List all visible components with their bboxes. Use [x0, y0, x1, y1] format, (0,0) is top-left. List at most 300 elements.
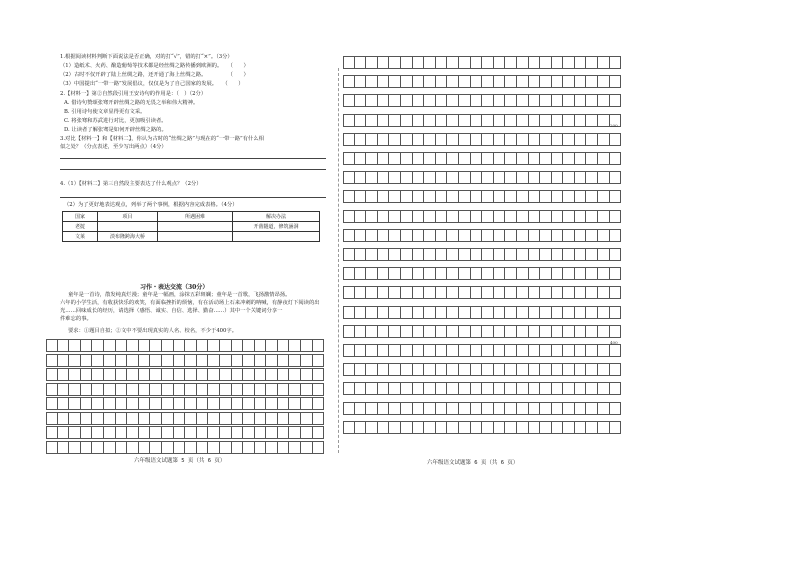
grid-cell[interactable]	[540, 249, 552, 260]
grid-cell[interactable]	[185, 384, 197, 395]
grid-cell[interactable]	[413, 115, 425, 126]
grid-cell[interactable]	[505, 134, 517, 145]
grid-cell[interactable]	[355, 403, 367, 414]
grid-cell[interactable]	[255, 369, 267, 380]
grid-cell[interactable]	[46, 398, 58, 409]
grid-cell[interactable]	[529, 364, 541, 375]
grid-cell[interactable]	[586, 268, 598, 279]
grid-cell[interactable]	[598, 403, 610, 414]
grid-cell[interactable]	[127, 355, 139, 366]
grid-cell[interactable]	[81, 398, 93, 409]
grid-cell[interactable]	[598, 153, 610, 164]
grid-cell[interactable]	[505, 211, 517, 222]
grid-cell[interactable]	[220, 442, 232, 453]
grid-cell[interactable]	[278, 355, 290, 366]
grid-cell[interactable]	[552, 287, 564, 298]
grid-cell[interactable]	[471, 211, 483, 222]
grid-cell[interactable]	[610, 383, 622, 394]
grid-cell[interactable]	[436, 345, 448, 356]
grid-row[interactable]	[46, 383, 324, 396]
grid-cell[interactable]	[471, 268, 483, 279]
grid-cell[interactable]	[575, 403, 587, 414]
grid-cell[interactable]	[575, 287, 587, 298]
grid-cell[interactable]	[313, 340, 325, 351]
grid-cell[interactable]	[598, 249, 610, 260]
grid-cell[interactable]	[540, 134, 552, 145]
grid-cell[interactable]	[301, 427, 313, 438]
grid-cell[interactable]	[471, 191, 483, 202]
grid-cell[interactable]	[586, 153, 598, 164]
grid-cell[interactable]	[586, 422, 598, 433]
grid-cell[interactable]	[447, 76, 459, 87]
grid-cell[interactable]	[517, 287, 529, 298]
grid-cell[interactable]	[413, 326, 425, 337]
grid-cell[interactable]	[529, 172, 541, 183]
grid-cell[interactable]	[162, 369, 174, 380]
grid-cell[interactable]	[174, 369, 186, 380]
grid-cell[interactable]	[598, 191, 610, 202]
grid-cell[interactable]	[586, 76, 598, 87]
grid-cell[interactable]	[278, 427, 290, 438]
grid-cell[interactable]	[436, 211, 448, 222]
grid-cell[interactable]	[413, 383, 425, 394]
grid-cell[interactable]	[139, 355, 151, 366]
grid-cell[interactable]	[436, 57, 448, 68]
grid-cell[interactable]	[436, 403, 448, 414]
grid-row[interactable]	[343, 382, 621, 395]
grid-cell[interactable]	[355, 422, 367, 433]
grid-row[interactable]	[343, 152, 621, 165]
grid-cell[interactable]	[46, 413, 58, 424]
table-cell[interactable]	[233, 232, 320, 242]
grid-row[interactable]	[46, 426, 324, 439]
grid-cell[interactable]	[92, 384, 104, 395]
grid-cell[interactable]	[343, 326, 355, 337]
grid-cell[interactable]	[366, 191, 378, 202]
grid-cell[interactable]	[58, 355, 70, 366]
grid-cell[interactable]	[552, 76, 564, 87]
grid-cell[interactable]	[436, 230, 448, 241]
grid-cell[interactable]	[185, 427, 197, 438]
grid-cell[interactable]	[58, 369, 70, 380]
grid-cell[interactable]	[447, 134, 459, 145]
grid-cell[interactable]	[355, 287, 367, 298]
grid-cell[interactable]	[92, 442, 104, 453]
grid-cell[interactable]	[598, 345, 610, 356]
grid-cell[interactable]	[378, 153, 390, 164]
grid-cell[interactable]	[424, 268, 436, 279]
grid-cell[interactable]	[505, 345, 517, 356]
grid-cell[interactable]	[389, 76, 401, 87]
grid-cell[interactable]	[424, 230, 436, 241]
grid-cell[interactable]	[366, 268, 378, 279]
grid-cell[interactable]	[586, 230, 598, 241]
grid-cell[interactable]	[208, 340, 220, 351]
grid-cell[interactable]	[610, 249, 622, 260]
grid-cell[interactable]	[313, 398, 325, 409]
grid-cell[interactable]	[610, 364, 622, 375]
grid-cell[interactable]	[482, 57, 494, 68]
grid-cell[interactable]	[104, 384, 116, 395]
grid-cell[interactable]	[482, 95, 494, 106]
grid-cell[interactable]	[232, 340, 244, 351]
grid-cell[interactable]	[197, 398, 209, 409]
grid-cell[interactable]	[266, 384, 278, 395]
grid-cell[interactable]	[366, 326, 378, 337]
grid-cell[interactable]	[436, 153, 448, 164]
grid-cell[interactable]	[58, 442, 70, 453]
grid-cell[interactable]	[378, 211, 390, 222]
grid-cell[interactable]	[378, 115, 390, 126]
grid-cell[interactable]	[104, 398, 116, 409]
grid-cell[interactable]	[529, 153, 541, 164]
grid-cell[interactable]	[127, 384, 139, 395]
grid-cell[interactable]	[289, 340, 301, 351]
grid-cell[interactable]	[104, 340, 116, 351]
grid-cell[interactable]	[266, 427, 278, 438]
grid-cell[interactable]	[116, 398, 128, 409]
grid-row[interactable]	[343, 363, 621, 376]
grid-cell[interactable]	[494, 422, 506, 433]
grid-cell[interactable]	[598, 422, 610, 433]
grid-cell[interactable]	[424, 115, 436, 126]
grid-cell[interactable]	[208, 369, 220, 380]
grid-cell[interactable]	[366, 345, 378, 356]
grid-cell[interactable]	[552, 115, 564, 126]
grid-cell[interactable]	[197, 340, 209, 351]
grid-cell[interactable]	[197, 413, 209, 424]
grid-cell[interactable]	[586, 211, 598, 222]
grid-cell[interactable]	[58, 384, 70, 395]
grid-row[interactable]	[46, 397, 324, 410]
grid-cell[interactable]	[424, 326, 436, 337]
grid-cell[interactable]	[46, 442, 58, 453]
grid-cell[interactable]	[378, 76, 390, 87]
grid-cell[interactable]	[575, 115, 587, 126]
grid-cell[interactable]	[389, 249, 401, 260]
grid-cell[interactable]	[366, 364, 378, 375]
grid-cell[interactable]	[540, 153, 552, 164]
grid-cell[interactable]	[529, 57, 541, 68]
grid-cell[interactable]	[459, 153, 471, 164]
grid-cell[interactable]	[482, 76, 494, 87]
grid-cell[interactable]	[266, 413, 278, 424]
grid-cell[interactable]	[378, 326, 390, 337]
grid-cell[interactable]	[598, 95, 610, 106]
grid-cell[interactable]	[150, 427, 162, 438]
grid-row[interactable]	[46, 368, 324, 381]
grid-cell[interactable]	[301, 442, 313, 453]
grid-cell[interactable]	[552, 211, 564, 222]
grid-cell[interactable]	[494, 383, 506, 394]
grid-cell[interactable]	[278, 413, 290, 424]
grid-cell[interactable]	[366, 307, 378, 318]
grid-cell[interactable]	[563, 326, 575, 337]
grid-cell[interactable]	[471, 57, 483, 68]
grid-cell[interactable]	[447, 115, 459, 126]
grid-cell[interactable]	[563, 172, 575, 183]
grid-row[interactable]	[46, 339, 324, 352]
grid-cell[interactable]	[401, 287, 413, 298]
grid-cell[interactable]	[174, 384, 186, 395]
grid-cell[interactable]	[505, 307, 517, 318]
grid-cell[interactable]	[150, 398, 162, 409]
grid-cell[interactable]	[505, 115, 517, 126]
grid-cell[interactable]	[46, 384, 58, 395]
grid-cell[interactable]	[494, 134, 506, 145]
grid-cell[interactable]	[586, 345, 598, 356]
grid-cell[interactable]	[610, 403, 622, 414]
grid-cell[interactable]	[185, 442, 197, 453]
grid-cell[interactable]	[243, 413, 255, 424]
grid-cell[interactable]	[505, 172, 517, 183]
grid-cell[interactable]	[610, 268, 622, 279]
grid-cell[interactable]	[243, 369, 255, 380]
grid-cell[interactable]	[389, 211, 401, 222]
grid-cell[interactable]	[517, 57, 529, 68]
grid-cell[interactable]	[563, 134, 575, 145]
grid-cell[interactable]	[586, 249, 598, 260]
grid-cell[interactable]	[46, 369, 58, 380]
grid-cell[interactable]	[529, 383, 541, 394]
grid-cell[interactable]	[197, 355, 209, 366]
grid-cell[interactable]	[69, 340, 81, 351]
grid-cell[interactable]	[313, 369, 325, 380]
grid-cell[interactable]	[552, 403, 564, 414]
grid-cell[interactable]	[610, 76, 622, 87]
grid-cell[interactable]	[471, 230, 483, 241]
grid-cell[interactable]	[389, 153, 401, 164]
grid-cell[interactable]	[552, 307, 564, 318]
grid-cell[interactable]	[494, 57, 506, 68]
grid-cell[interactable]	[313, 413, 325, 424]
grid-cell[interactable]	[424, 191, 436, 202]
grid-cell[interactable]	[104, 369, 116, 380]
grid-cell[interactable]	[401, 422, 413, 433]
grid-cell[interactable]	[378, 422, 390, 433]
grid-cell[interactable]	[459, 115, 471, 126]
grid-cell[interactable]	[575, 326, 587, 337]
grid-cell[interactable]	[220, 427, 232, 438]
grid-cell[interactable]	[459, 172, 471, 183]
grid-cell[interactable]	[355, 172, 367, 183]
grid-cell[interactable]	[517, 134, 529, 145]
grid-cell[interactable]	[540, 95, 552, 106]
grid-cell[interactable]	[552, 364, 564, 375]
grid-cell[interactable]	[355, 57, 367, 68]
grid-cell[interactable]	[540, 345, 552, 356]
grid-cell[interactable]	[278, 442, 290, 453]
grid-cell[interactable]	[58, 413, 70, 424]
grid-cell[interactable]	[459, 364, 471, 375]
grid-cell[interactable]	[482, 115, 494, 126]
grid-cell[interactable]	[366, 76, 378, 87]
grid-cell[interactable]	[447, 211, 459, 222]
grid-cell[interactable]	[436, 364, 448, 375]
grid-cell[interactable]	[366, 95, 378, 106]
grid-cell[interactable]	[104, 355, 116, 366]
grid-cell[interactable]	[313, 355, 325, 366]
grid-cell[interactable]	[139, 442, 151, 453]
grid-cell[interactable]	[289, 442, 301, 453]
grid-cell[interactable]	[447, 230, 459, 241]
grid-cell[interactable]	[355, 115, 367, 126]
grid-cell[interactable]	[355, 95, 367, 106]
grid-cell[interactable]	[610, 211, 622, 222]
grid-cell[interactable]	[343, 211, 355, 222]
grid-cell[interactable]	[471, 345, 483, 356]
grid-cell[interactable]	[243, 355, 255, 366]
grid-cell[interactable]	[401, 95, 413, 106]
grid-cell[interactable]	[401, 153, 413, 164]
grid-cell[interactable]	[598, 115, 610, 126]
grid-cell[interactable]	[401, 134, 413, 145]
grid-cell[interactable]	[575, 172, 587, 183]
grid-cell[interactable]	[598, 326, 610, 337]
grid-row[interactable]	[343, 421, 621, 434]
grid-cell[interactable]	[471, 326, 483, 337]
grid-cell[interactable]	[355, 345, 367, 356]
grid-cell[interactable]	[563, 230, 575, 241]
grid-cell[interactable]	[92, 398, 104, 409]
grid-cell[interactable]	[424, 249, 436, 260]
grid-cell[interactable]	[243, 398, 255, 409]
grid-cell[interactable]	[69, 398, 81, 409]
grid-cell[interactable]	[389, 364, 401, 375]
grid-cell[interactable]	[366, 57, 378, 68]
grid-cell[interactable]	[610, 172, 622, 183]
grid-cell[interactable]	[494, 191, 506, 202]
grid-row[interactable]	[46, 441, 324, 454]
grid-cell[interactable]	[220, 355, 232, 366]
grid-cell[interactable]	[413, 268, 425, 279]
grid-cell[interactable]	[343, 422, 355, 433]
grid-cell[interactable]	[517, 268, 529, 279]
grid-cell[interactable]	[378, 230, 390, 241]
grid-cell[interactable]	[389, 287, 401, 298]
grid-cell[interactable]	[208, 427, 220, 438]
grid-row[interactable]	[343, 75, 621, 88]
grid-cell[interactable]	[482, 364, 494, 375]
grid-cell[interactable]	[378, 95, 390, 106]
grid-cell[interactable]	[586, 172, 598, 183]
grid-cell[interactable]	[174, 413, 186, 424]
grid-cell[interactable]	[208, 442, 220, 453]
grid-cell[interactable]	[505, 364, 517, 375]
grid-cell[interactable]	[81, 442, 93, 453]
grid-cell[interactable]	[436, 134, 448, 145]
grid-row[interactable]	[343, 133, 621, 146]
grid-cell[interactable]	[598, 211, 610, 222]
grid-cell[interactable]	[413, 172, 425, 183]
grid-cell[interactable]	[552, 422, 564, 433]
grid-cell[interactable]	[92, 427, 104, 438]
grid-cell[interactable]	[116, 384, 128, 395]
grid-cell[interactable]	[586, 287, 598, 298]
grid-cell[interactable]	[517, 172, 529, 183]
grid-cell[interactable]	[494, 76, 506, 87]
grid-cell[interactable]	[552, 191, 564, 202]
grid-cell[interactable]	[343, 115, 355, 126]
grid-cell[interactable]	[301, 384, 313, 395]
grid-cell[interactable]	[150, 355, 162, 366]
grid-cell[interactable]	[529, 191, 541, 202]
grid-cell[interactable]	[459, 326, 471, 337]
grid-cell[interactable]	[436, 172, 448, 183]
grid-cell[interactable]	[529, 249, 541, 260]
grid-cell[interactable]	[401, 191, 413, 202]
grid-cell[interactable]	[81, 369, 93, 380]
grid-cell[interactable]	[424, 287, 436, 298]
grid-cell[interactable]	[436, 191, 448, 202]
grid-cell[interactable]	[563, 211, 575, 222]
grid-cell[interactable]	[586, 383, 598, 394]
grid-cell[interactable]	[389, 191, 401, 202]
grid-cell[interactable]	[343, 230, 355, 241]
grid-cell[interactable]	[174, 355, 186, 366]
grid-cell[interactable]	[447, 95, 459, 106]
grid-row[interactable]	[343, 286, 621, 299]
grid-cell[interactable]	[413, 364, 425, 375]
grid-cell[interactable]	[447, 364, 459, 375]
grid-cell[interactable]	[343, 403, 355, 414]
grid-cell[interactable]	[162, 427, 174, 438]
grid-cell[interactable]	[447, 268, 459, 279]
grid-cell[interactable]	[69, 442, 81, 453]
grid-cell[interactable]	[255, 355, 267, 366]
grid-cell[interactable]	[505, 383, 517, 394]
grid-cell[interactable]	[586, 57, 598, 68]
grid-cell[interactable]	[598, 287, 610, 298]
grid-cell[interactable]	[366, 287, 378, 298]
grid-cell[interactable]	[598, 76, 610, 87]
grid-cell[interactable]	[232, 427, 244, 438]
grid-cell[interactable]	[586, 403, 598, 414]
grid-cell[interactable]	[92, 413, 104, 424]
grid-cell[interactable]	[529, 307, 541, 318]
grid-cell[interactable]	[220, 369, 232, 380]
grid-cell[interactable]	[482, 134, 494, 145]
grid-cell[interactable]	[424, 172, 436, 183]
grid-cell[interactable]	[389, 172, 401, 183]
grid-cell[interactable]	[540, 268, 552, 279]
grid-cell[interactable]	[424, 76, 436, 87]
grid-cell[interactable]	[255, 340, 267, 351]
grid-cell[interactable]	[482, 230, 494, 241]
grid-cell[interactable]	[529, 134, 541, 145]
grid-cell[interactable]	[505, 153, 517, 164]
grid-cell[interactable]	[401, 249, 413, 260]
grid-cell[interactable]	[301, 355, 313, 366]
grid-cell[interactable]	[162, 355, 174, 366]
grid-cell[interactable]	[459, 345, 471, 356]
grid-cell[interactable]	[447, 383, 459, 394]
grid-cell[interactable]	[255, 442, 267, 453]
grid-cell[interactable]	[289, 398, 301, 409]
grid-cell[interactable]	[116, 442, 128, 453]
grid-cell[interactable]	[301, 413, 313, 424]
grid-cell[interactable]	[389, 307, 401, 318]
grid-row[interactable]	[343, 94, 621, 107]
grid-cell[interactable]	[255, 384, 267, 395]
grid-cell[interactable]	[517, 211, 529, 222]
grid-cell[interactable]	[610, 153, 622, 164]
grid-cell[interactable]	[104, 413, 116, 424]
grid-cell[interactable]	[482, 211, 494, 222]
grid-cell[interactable]	[46, 427, 58, 438]
grid-cell[interactable]	[174, 340, 186, 351]
grid-cell[interactable]	[517, 345, 529, 356]
